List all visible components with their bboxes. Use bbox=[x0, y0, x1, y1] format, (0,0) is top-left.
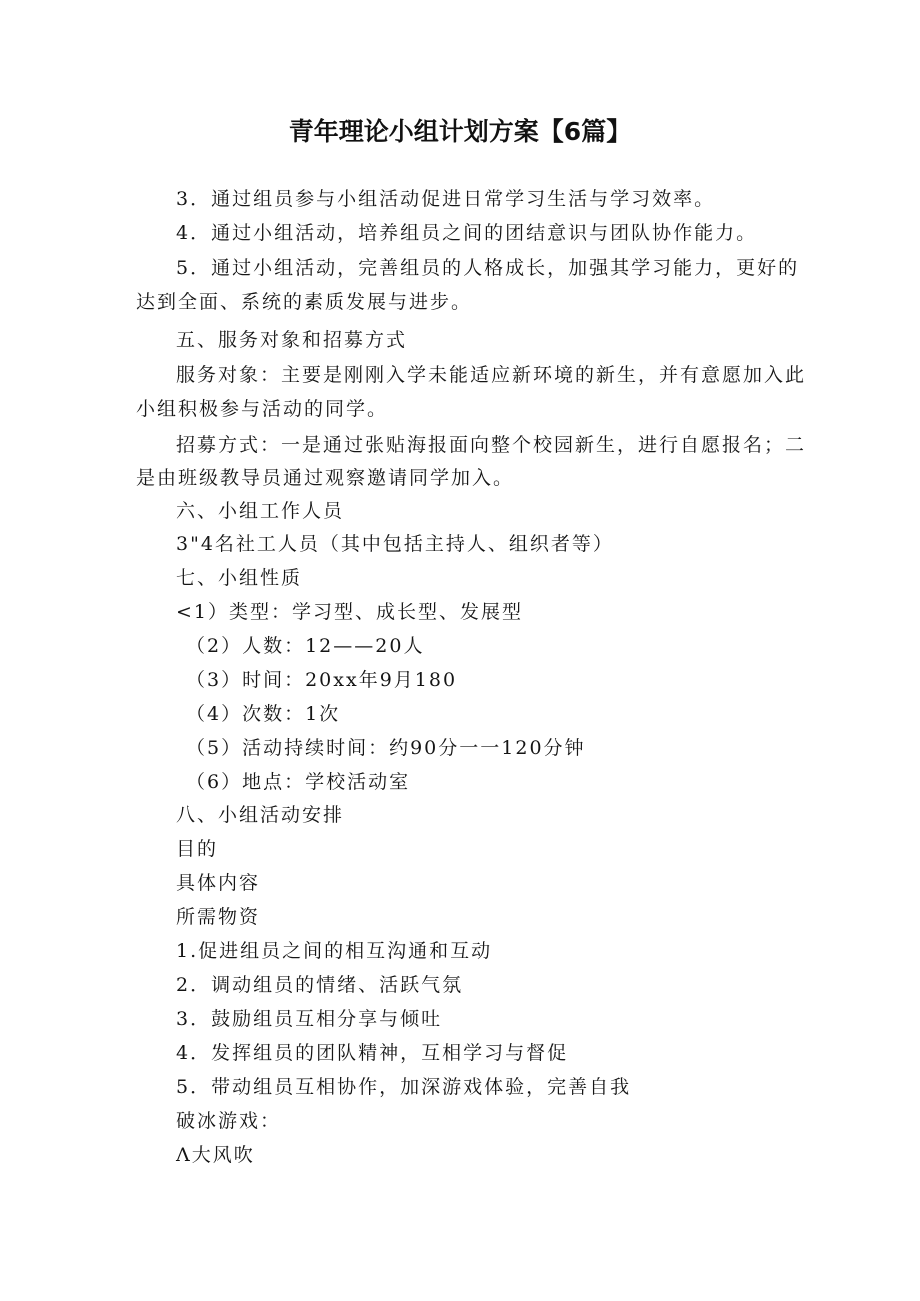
section-heading-5: 五、服务对象和招募方式 bbox=[176, 329, 408, 351]
table-header-materials: 所需物资 bbox=[176, 906, 261, 928]
table-header-content: 具体内容 bbox=[176, 872, 261, 894]
purpose-item-2: 2．调动组员的情绪、活跃气氛 bbox=[176, 974, 464, 996]
document-title: 青年理论小组计划方案【6篇】 bbox=[288, 117, 632, 146]
service-target-continued: 小组积极参与活动的同学。 bbox=[136, 398, 389, 420]
goal-item-4: 4．通过小组活动，培养组员之间的团结意识与团队协作能力。 bbox=[176, 222, 758, 244]
goal-item-3: 3．通过组员参与小组活动促进日常学习生活与学习效率。 bbox=[176, 188, 716, 210]
recruitment-paragraph: 招募方式：一是通过张贴海报面向整个校园新生，进行自愿报名；二 bbox=[176, 434, 807, 456]
goal-item-5: 5．通过小组活动，完善组员的人格成长，加强其学习能力，更好的 bbox=[176, 257, 800, 279]
section-heading-8: 八、小组活动安排 bbox=[176, 804, 345, 826]
purpose-item-3: 3．鼓励组员互相分享与倾吐 bbox=[176, 1008, 443, 1030]
icebreaker-game: Λ大风吹 bbox=[176, 1144, 255, 1166]
nature-type: <1）类型：学习型、成长型、发展型 bbox=[176, 601, 524, 623]
nature-time: （3）时间：20xx年9月180 bbox=[186, 669, 458, 691]
purpose-item-1: 1.促进组员之间的相互沟通和互动 bbox=[176, 940, 493, 962]
table-header-purpose: 目的 bbox=[176, 838, 219, 860]
purpose-item-4: 4．发挥组员的团队精神，互相学习与督促 bbox=[176, 1042, 569, 1064]
nature-size: （2）人数：12——20人 bbox=[186, 635, 425, 657]
nature-count: （4）次数：1次 bbox=[186, 703, 341, 725]
purpose-item-5: 5．带动组员互相协作，加深游戏体验，完善自我 bbox=[176, 1076, 632, 1098]
goal-item-5-continued: 达到全面、系统的素质发展与进步。 bbox=[136, 291, 473, 313]
recruitment-continued: 是由班级教导员通过观察邀请同学加入。 bbox=[136, 467, 515, 489]
section-heading-6: 六、小组工作人员 bbox=[176, 500, 345, 522]
service-target-paragraph: 服务对象：主要是刚刚入学未能适应新环境的新生，并有意愿加入此 bbox=[176, 364, 807, 386]
icebreaker-label: 破冰游戏： bbox=[176, 1110, 282, 1132]
nature-location: （6）地点：学校活动室 bbox=[186, 771, 411, 793]
nature-duration: （5）活动持续时间：约90分一一120分钟 bbox=[186, 737, 586, 759]
section-heading-7: 七、小组性质 bbox=[176, 567, 303, 589]
staff-line: 3"4名社工人员（其中包括主持人、组织者等） bbox=[176, 533, 614, 555]
